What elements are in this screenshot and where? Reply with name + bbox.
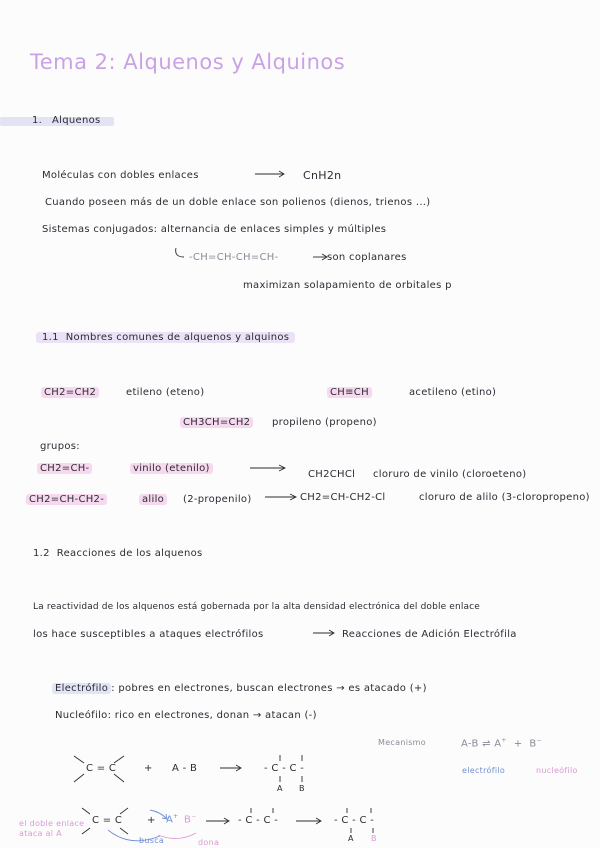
- subsection-label: Reacciones de los alquenos: [56, 548, 203, 559]
- reagent2-a-letter: A: [166, 814, 174, 826]
- mechanism-equation: A-B ⇌ A+ + B−: [461, 737, 542, 750]
- vinyl-formula: CH2=CH-: [37, 463, 92, 474]
- vinyl-example-name: cloruro de vinilo (cloroeteno): [373, 469, 527, 480]
- product-a: A: [277, 784, 283, 793]
- final-product: - C - C -: [334, 815, 375, 826]
- propylene-formula: CH3CH=CH2: [180, 417, 253, 428]
- electrophile-def: : pobres en electrones, buscan electrones → es atacado (+): [111, 683, 427, 694]
- subsection-number: 1.2: [33, 548, 50, 559]
- conjugated-result: son coplanares: [327, 252, 407, 263]
- intermediate: - C - C -: [238, 815, 279, 826]
- product-b: B: [299, 784, 305, 793]
- reagent2-b-letter: B: [184, 814, 192, 826]
- side-note: el doble enlace ataca al A: [19, 819, 85, 838]
- allyl-name: alilo: [139, 494, 167, 505]
- allyl-example-name: cloruro de alilo (3-cloropropeno): [419, 492, 590, 503]
- electrophile-label: electrófilo: [462, 766, 506, 775]
- mechanism-label: Mecanismo: [378, 738, 426, 747]
- groups-label: grupos:: [40, 441, 80, 452]
- allyl-example-formula: CH2=CH-CH2-Cl: [300, 492, 386, 503]
- page-title: Tema 2: Alquenos y Alquinos: [30, 50, 346, 74]
- final-a: A: [348, 834, 354, 843]
- mechanism-plus: +: [513, 738, 523, 750]
- intro-line-3: Sistemas conjugados: alternancia de enlaces simples y múltiples: [42, 224, 387, 235]
- general-formula: CnH2n: [303, 169, 342, 182]
- dona-label: dona: [198, 838, 220, 847]
- acetylene-formula: CH≡CH: [327, 387, 372, 398]
- nucleophile-term: Nucleófilo: [55, 710, 108, 721]
- reactivity-line-2-post: Reacciones de Adición Electrófila: [342, 629, 517, 640]
- allyl-iupac: (2-propenilo): [183, 494, 252, 505]
- reagent2-a: A+: [166, 813, 179, 826]
- subsection-label: Nombres comunes de alquenos y alquinos: [65, 332, 290, 343]
- alkene-left: C = C: [86, 763, 117, 774]
- vinyl-name: vinilo (etenilo): [130, 463, 213, 474]
- plus-sign: +: [144, 763, 153, 774]
- propylene-name: propileno (propeno): [272, 417, 377, 428]
- ethylene-name: etileno (eteno): [126, 387, 205, 398]
- conjugated-example: -CH=CH-CH=CH-: [189, 252, 279, 263]
- mechanism-b: B: [529, 738, 537, 750]
- mechanism-eq-text: A-B ⇌ A: [461, 738, 502, 750]
- reactivity-line-2-pre: los hace susceptibles a ataques electrófilos: [33, 629, 264, 640]
- reactivity-line-1: La reactividad de los alquenos está gobernada por la alta densidad electrónica del doble enlace: [33, 602, 480, 612]
- alkene-2: C = C: [92, 815, 123, 826]
- vinyl-example-formula: CH2CHCl: [308, 469, 356, 480]
- plus-sign-2: +: [147, 815, 156, 826]
- acetylene-name: acetileno (etino): [409, 387, 497, 398]
- allyl-formula: CH2=CH-CH2-: [26, 494, 107, 505]
- intro-line-2: Cuando poseen más de un doble enlace son polienos (dienos, trienos ...): [45, 197, 431, 208]
- ethylene-formula: CH2=CH2: [41, 387, 99, 398]
- reagent2-b: B−: [184, 813, 197, 826]
- product-chain: - C - C -: [264, 763, 305, 774]
- electrophile-term: Electrófilo: [52, 683, 111, 694]
- section-heading: Alquenos: [52, 115, 101, 126]
- final-b: B: [371, 834, 377, 843]
- subsection-number: 1.1: [42, 332, 59, 343]
- intro-line-4: maximizan solapamiento de orbitales p: [243, 280, 452, 291]
- nucleophile-label: nucleófilo: [536, 766, 578, 775]
- busca-label: busca: [139, 836, 165, 845]
- nucleophile-def: : rico en electrones, donan → atacan (-): [107, 710, 317, 721]
- intro-line-1: Moléculas con dobles enlaces: [42, 170, 199, 181]
- reagent-ab: A - B: [172, 763, 198, 774]
- section-number: 1.: [32, 115, 43, 126]
